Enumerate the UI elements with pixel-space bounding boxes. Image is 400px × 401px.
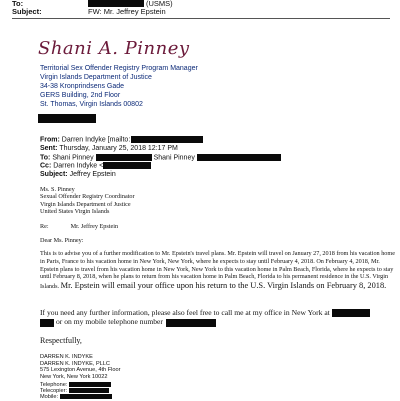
closing: Respectfully, <box>40 336 82 345</box>
cc-value: Darren Indyke < <box>53 162 104 170</box>
subject-value: FW: Mr. Jeffrey Epstein <box>88 7 166 16</box>
divider <box>12 18 390 19</box>
re-line: Re: Mr. Jeffrey Epstein <box>40 222 119 230</box>
redaction <box>332 309 370 317</box>
redaction <box>197 154 281 161</box>
subject-row <box>12 8 42 16</box>
sender-address1: 575 Lexington Avenue, 4th Floor <box>40 367 121 374</box>
mobile-label: Mobile: <box>40 394 59 401</box>
redaction <box>88 0 144 7</box>
sent-value: Thursday, January 25, 2018 12:17 PM <box>59 144 178 152</box>
signature-title: Territorial Sex Offender Registry Program Manager <box>40 65 198 72</box>
cc-row: Cc: Darren Indyke < <box>40 162 281 171</box>
addressee-3: Virgin Islands Department of Justice <box>40 200 131 208</box>
body-paragraph: This is to advise you of a further modification to Mr. Epstein's travel plans. Mr. Epstein will travel on January 27, 2018 from his vacation home in Paris, France to his vacation home in New York, New York, where he expects to stay until February 4, 2018. On February 4, 2018, Mr. Epstein plans to travel from his vacation home in New York, New York to this vacation home in Palm Beach, Florida, where he expects to stay until February 8, 2018, when he plans to return from his vacation home in Palm Beach, Florida to his permanent residence in the U.S. Virgin Islands. Mr. Epstein will email your office upon his return to the U.S. Virgin Islands on February 8, 2018. <box>40 250 395 290</box>
signature-lines <box>40 64 198 109</box>
telecopier-label: Telecopier: <box>40 388 68 395</box>
body-emphasis: Mr. Epstein will email your office upon his return to the U.S. Virgin Islands on February 8, 2018. <box>60 280 387 290</box>
to-row-fwd: To: Shani Pinney Shani Pinney <box>40 154 281 163</box>
redaction <box>69 388 109 393</box>
redaction <box>69 382 111 387</box>
letter <box>40 186 395 291</box>
signature-address3: St. Thomas, Virgin Islands 00802 <box>40 101 143 108</box>
sender-address2: New York, New York 10022 <box>40 373 108 380</box>
contact-lines <box>40 382 112 401</box>
from-row: From: Darren Indyke [mailto: <box>40 136 281 145</box>
redaction <box>40 319 54 327</box>
redaction <box>96 154 152 161</box>
further-info: If you need any further information, please also feel free to call me at my office in New York at or on my mobile telephone number <box>40 308 398 327</box>
signature-address1: 34-38 Kronprindsens Gade <box>40 83 125 90</box>
addressee-4: United States Virgin Islands <box>40 208 110 216</box>
from-value: Darren Indyke [mailto: <box>61 136 131 144</box>
email-header <box>0 0 400 16</box>
signature-address2: GERS Building, 2nd Floor <box>40 92 121 99</box>
sender-name: DARREN K. INDYKE <box>40 354 93 360</box>
redaction <box>166 319 216 327</box>
sender-signature <box>40 354 120 380</box>
addressee-1: Ms. S. Pinney <box>40 186 75 193</box>
redaction <box>131 136 203 143</box>
forwarded-header <box>40 136 281 180</box>
sender-firm: DARREN K. INDYKE, PLLC <box>40 360 110 367</box>
signature-name: Shani A. Pinney <box>38 38 190 59</box>
telephone-label: Telephone: <box>40 382 68 388</box>
to-label: To: <box>12 0 24 8</box>
redaction <box>60 394 112 399</box>
redaction <box>38 114 96 123</box>
to-value: Shani Pinney <box>52 153 94 161</box>
signature-dept: Virgin Islands Department of Justice <box>40 74 152 81</box>
subject-value-fwd: Jeffrey Epstein <box>69 171 116 179</box>
to-value-2: Shani Pinney <box>153 153 195 161</box>
to-suffix: (USMS) <box>146 0 173 8</box>
subject-label: Subject: <box>12 7 42 16</box>
salutation: Dear Ms. Pinney: <box>40 237 84 245</box>
subject-row-fwd: Subject: Jeffrey Epstein <box>40 171 116 179</box>
sent-row: Sent: Thursday, January 25, 2018 12:17 PM <box>40 144 178 152</box>
addressee-2: Sexual Offender Registry Coordinator <box>40 193 135 201</box>
redaction <box>103 162 151 169</box>
